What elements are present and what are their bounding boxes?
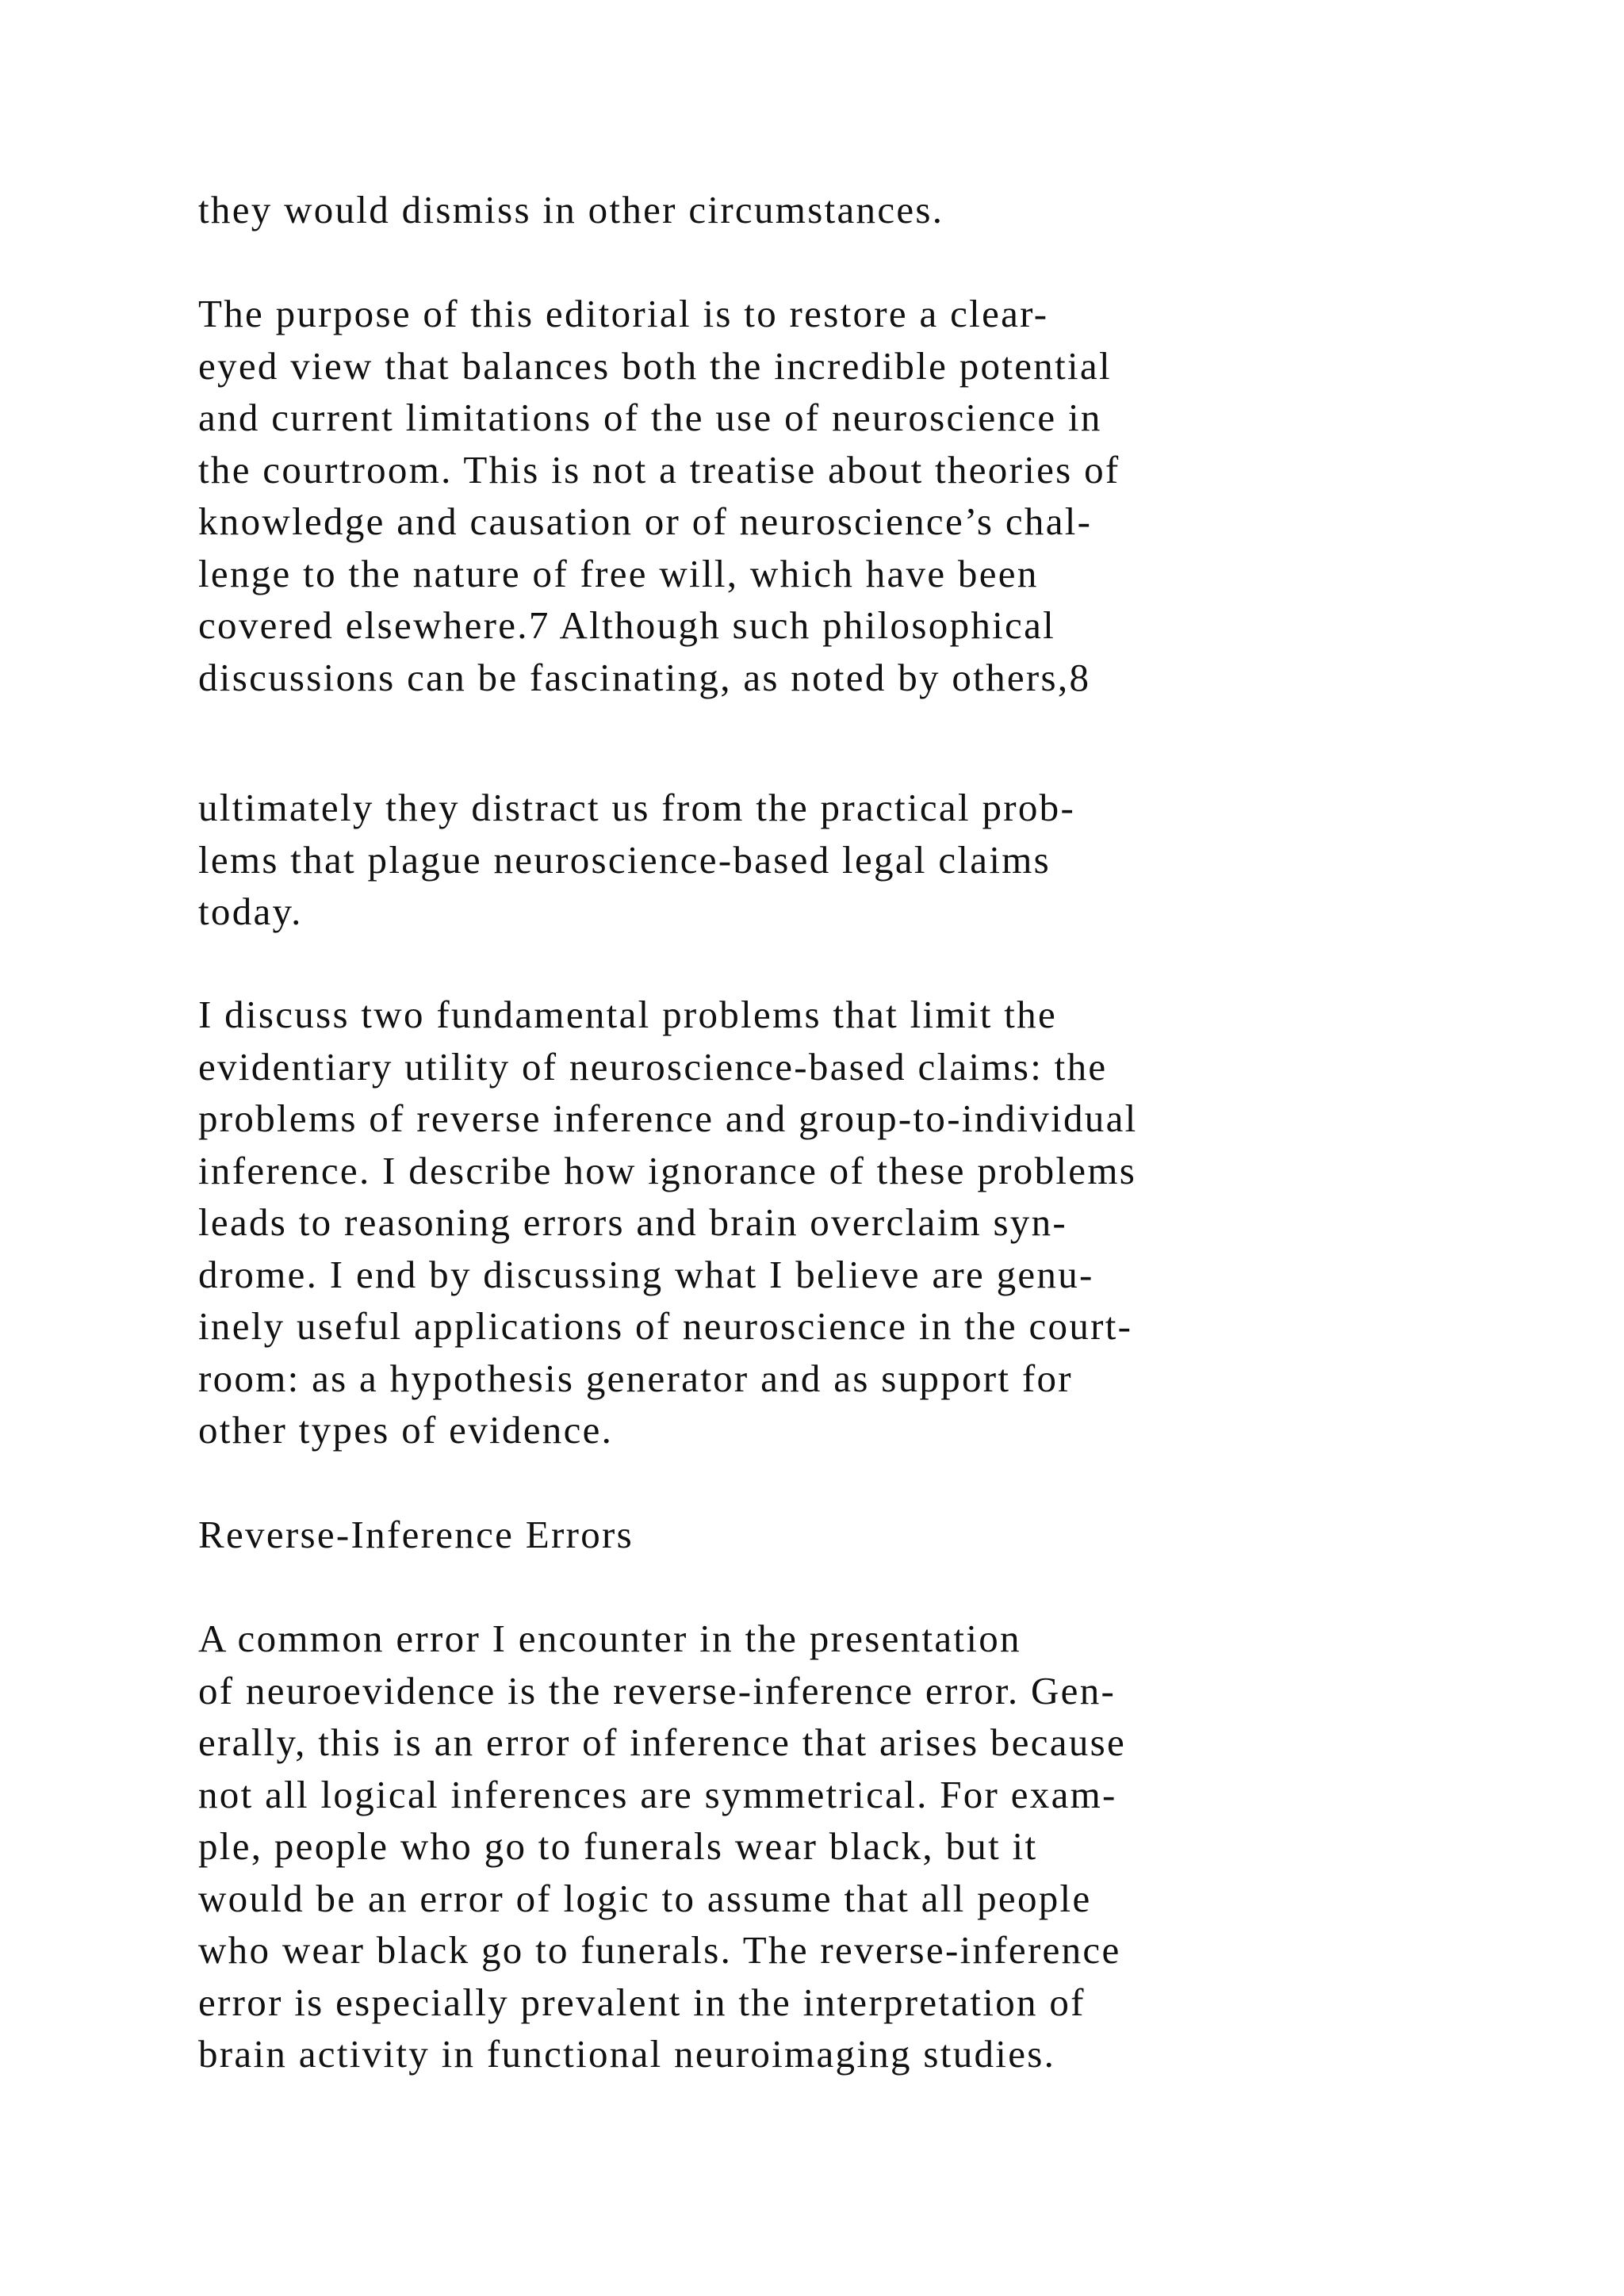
text-line: who wear black go to funerals. The reverse-inference — [198, 1928, 1121, 1972]
text-line: lems that plague neuroscience-based legal claims — [198, 837, 1051, 882]
text-line: A common error I encounter in the presentation — [198, 1617, 1021, 1660]
text-line: problems of reverse inference and group-to-individual — [198, 1096, 1138, 1140]
text-line: error is especially prevalent in the interpretation of — [198, 1980, 1086, 2024]
text-line: evidentiary utility of neuroscience-based claims: the — [198, 1044, 1108, 1089]
text-line: drome. I end by discussing what I believe are genu- — [198, 1252, 1094, 1296]
text-line: they would dismiss in other circumstances. — [198, 188, 944, 232]
text-line: erally, this is an error of inference that arises because — [198, 1720, 1127, 1764]
text-line: leads to reasoning errors and brain overclaim syn- — [198, 1200, 1068, 1244]
text-line: of neuroevidence is the reverse-inference error. Gen- — [198, 1668, 1116, 1712]
text-line: other types of evidence. — [198, 1408, 614, 1452]
text-line: today. — [198, 890, 303, 933]
text-line: room: as a hypothesis generator and as support for — [198, 1356, 1073, 1400]
text-line: ple, people who go to funerals wear black, but it — [198, 1824, 1038, 1868]
text-line: and current limitations of the use of neuroscience in — [198, 396, 1102, 439]
paragraph-ultimately — [198, 782, 1507, 938]
text-line: lenge to the nature of free will, which have been — [198, 551, 1039, 595]
text-line: would be an error of logic to assume that all people — [198, 1876, 1092, 1920]
text-line: the courtroom. This is not a treatise about theories of — [198, 447, 1120, 492]
text-line: knowledge and causation or of neuroscience’s chal- — [198, 499, 1093, 543]
section-heading — [198, 1509, 1507, 1561]
paragraph-purpose — [198, 288, 1507, 703]
text-line: discussions can be fascinating, as noted by others,8 — [198, 655, 1091, 699]
text-line: inely useful applications of neuroscience in the court- — [198, 1304, 1133, 1348]
text-line: brain activity in functional neuroimaging studies. — [198, 2032, 1056, 2076]
text-line: eyed view that balances both the incredible potential — [198, 343, 1112, 388]
paragraph-problems — [198, 989, 1507, 1456]
heading-text: Reverse-Inference Errors — [198, 1513, 634, 1556]
text-line: The purpose of this editorial is to restore a clear- — [198, 292, 1049, 335]
text-line: covered elsewhere.7 Although such philosophical — [198, 603, 1056, 647]
text-line: ultimately they distract us from the practical prob- — [198, 786, 1076, 829]
paragraph-continuation — [198, 184, 1507, 236]
paragraph-reverse-inference — [198, 1613, 1507, 2080]
text-line: inference. I describe how ignorance of these problems — [198, 1148, 1137, 1192]
text-line: I discuss two fundamental problems that limit the — [198, 993, 1058, 1036]
text-line: not all logical inferences are symmetrical. For exam- — [198, 1772, 1117, 1816]
